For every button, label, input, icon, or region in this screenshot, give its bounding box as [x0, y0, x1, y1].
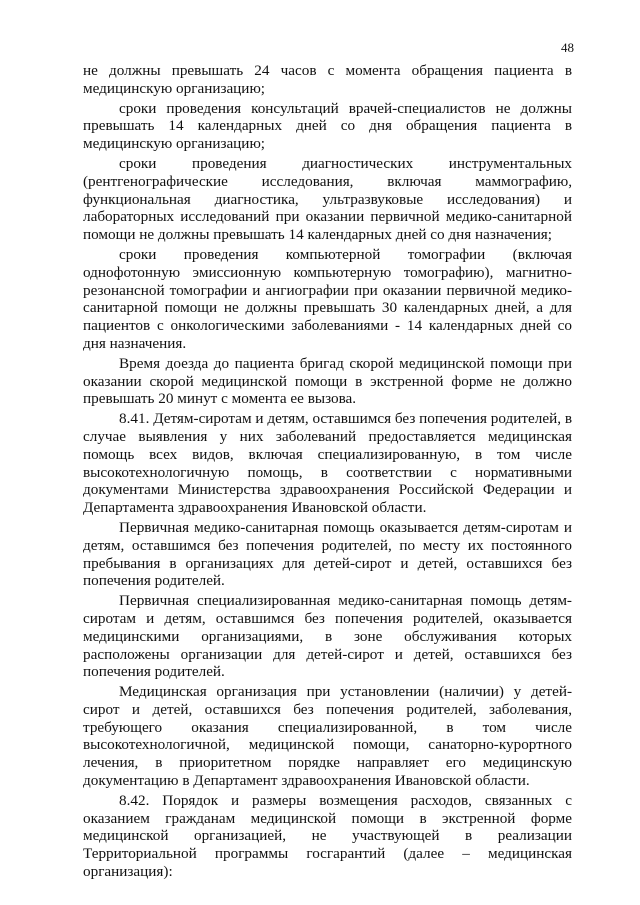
paragraph-8-41: 8.41. Детям-сиротам и детям, оставшимся без попечения родителей, в случае выявления у них заболеваний предоставляется медицинская помощь всех видов, включая специализированную, в том числе высокотехнологичную помощь, в соответствии с нормативными документами Министерства здравоохранения Российской Федерации и Департамента здравоохранения Ивановской области. [83, 410, 572, 517]
paragraph-consultation-terms: сроки проведения консультаций врачей-специалистов не должны превышать 14 календарных дней со дня обращения пациента в медицинскую организацию; [83, 99, 572, 153]
paragraph-primary-care-orphans: Первичная медико-санитарная помощь оказывается детям-сиротам и детям, оставшимся без попечения родителей, по месту их постоянного пребывания в организациях для детей-сирот и детей, оставшихся без попечения родителей. [83, 518, 572, 590]
paragraph-ambulance-time: Время доезда до пациента бригад скорой медицинской помощи при оказании скорой медицинской помощи в экстренной форме не должно превышать 20 минут с момента ее вызова. [83, 354, 572, 408]
paragraph-diagnostic-terms: сроки проведения диагностических инструментальных (рентгенографические исследования, включая маммографию, функциональная диагностика, ультразвуковые исследования) и лабораторных исследований при оказании первичной медико-санитарной помощи не должны превышать 14 календарных дней со дня назначения; [83, 154, 572, 244]
paragraph-8-42: 8.42. Порядок и размеры возмещения расходов, связанных с оказанием гражданам медицинской помощи в экстренной форме медицинской организацией, не участвующей в реализации Территориальной программы госгарантий (далее – медицинская организация): [83, 791, 572, 881]
document-body [83, 62, 572, 883]
paragraph-medical-organization-referral: Медицинская организация при установлении (наличии) у детей-сирот и детей, оставшихся без попечения родителей, заболевания, требующего оказания специализированной, в том числе высокотехнологичной, медицинской помощи, санаторно-курортного лечения, в приоритетном порядке направляет его медицинскую документацию в Департамент здравоохранения Ивановской области. [83, 683, 572, 790]
paragraph-specialized-primary-care: Первичная специализированная медико-санитарная помощь детям-сиротам и детям, оставшимся без попечения родителей, оказывается медицинскими организациями, в зоне обслуживания которых расположены организации для детей-сирот и детей, оставшихся без попечения родителей. [83, 592, 572, 681]
paragraph-tomography-terms: сроки проведения компьютерной томографии (включая однофотонную эмиссионную компьютерную томографию), магнитно-резонансной томографии и ангиографии при оказании первичной медико-санитарной помощи не должны превышать 30 календарных дней, а для пациентов с онкологическими заболеваниями - 14 календарных дней со дня назначения. [83, 245, 572, 352]
paragraph-continuation: не должны превышать 24 часов с момента обращения пациента в медицинскую организацию; [83, 62, 572, 97]
page-number: 48 [561, 40, 574, 55]
